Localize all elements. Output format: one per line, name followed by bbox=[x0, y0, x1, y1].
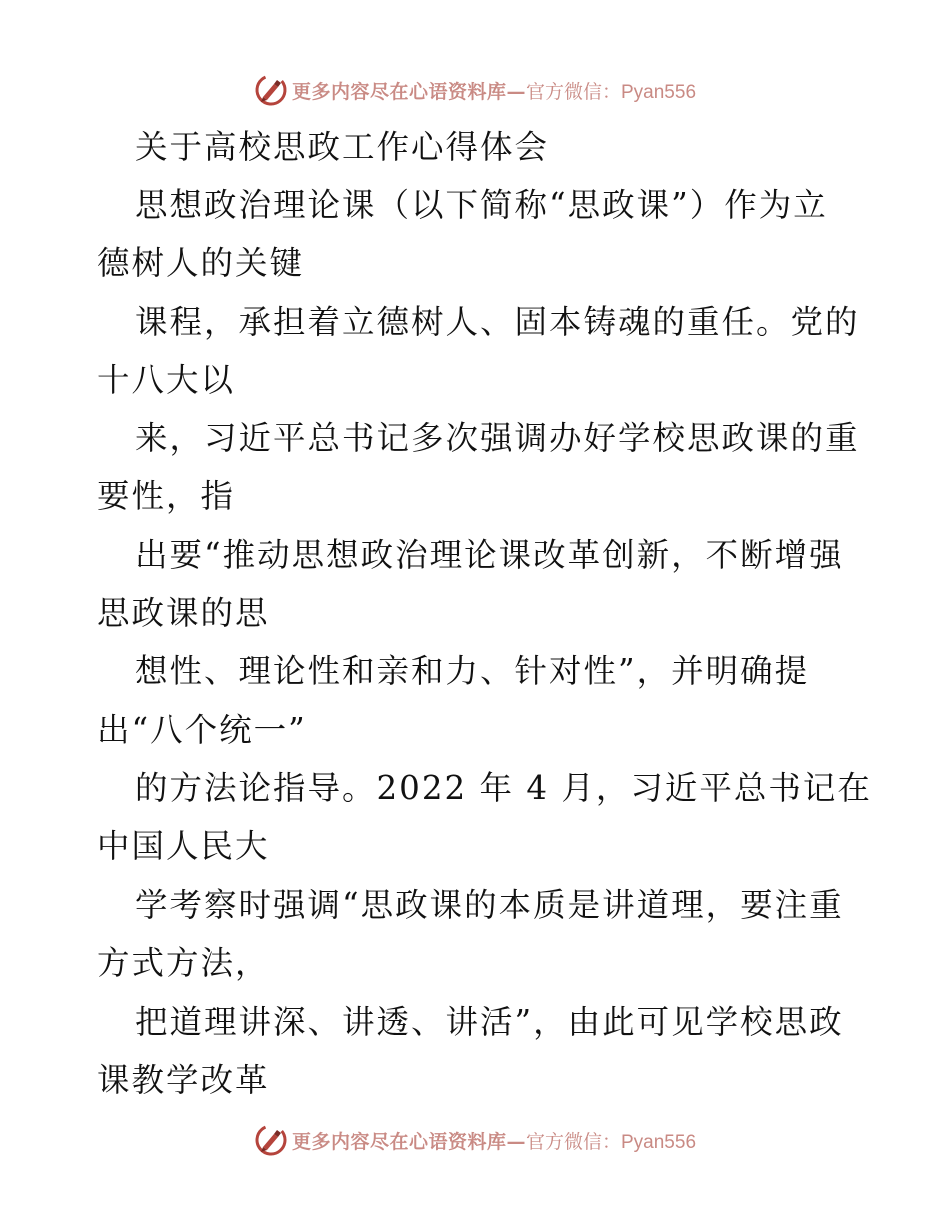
watermark-text: 更多内容尽在心语资料库— bbox=[291, 80, 526, 103]
text-line: 把道理讲深、讲透、讲活”，由此可见学校思政 bbox=[135, 1003, 844, 1041]
text-line: 要性，指 bbox=[97, 477, 236, 515]
document-title: 关于高校思政工作心得体会 bbox=[135, 128, 550, 166]
text-line: 出要“推动思想政治理论课改革创新，不断增强 bbox=[135, 536, 844, 574]
watermark-header bbox=[0, 70, 950, 110]
watermark-wechat: 官方微信：Pyan556 bbox=[526, 1131, 697, 1153]
text-line: 思政课的思 bbox=[97, 594, 270, 632]
text-line: 十八大以 bbox=[97, 361, 236, 399]
text-line: 德树人的关键 bbox=[97, 244, 305, 282]
pen-logo-icon bbox=[254, 73, 288, 107]
watermark-wechat: 官方微信：Pyan556 bbox=[526, 81, 697, 103]
text-line: 课程，承担着立德树人、固本铸魂的重任。党的 bbox=[135, 303, 860, 341]
text-line: 出“八个统一” bbox=[97, 711, 307, 749]
watermark-footer bbox=[0, 1120, 950, 1160]
text-line: 思想政治理论课（以下简称“思政课”）作为立 bbox=[135, 186, 828, 224]
text-line: 学考察时强调“思政课的本质是讲道理，要注重 bbox=[135, 886, 844, 924]
pen-logo-icon bbox=[254, 1123, 288, 1157]
text-line: 中国人民大 bbox=[97, 827, 270, 865]
text-line: 来，习近平总书记多次强调办好学校思政课的重 bbox=[135, 419, 860, 457]
watermark-text: 更多内容尽在心语资料库— bbox=[291, 1130, 526, 1153]
text-line: 课教学改革 bbox=[97, 1061, 270, 1099]
text-line: 的方法论指导。2022 年 4 月，习近平总书记在 bbox=[135, 769, 872, 807]
text-line: 想性、理论性和亲和力、针对性”，并明确提 bbox=[135, 652, 810, 690]
text-line: 方式方法， bbox=[97, 944, 270, 982]
